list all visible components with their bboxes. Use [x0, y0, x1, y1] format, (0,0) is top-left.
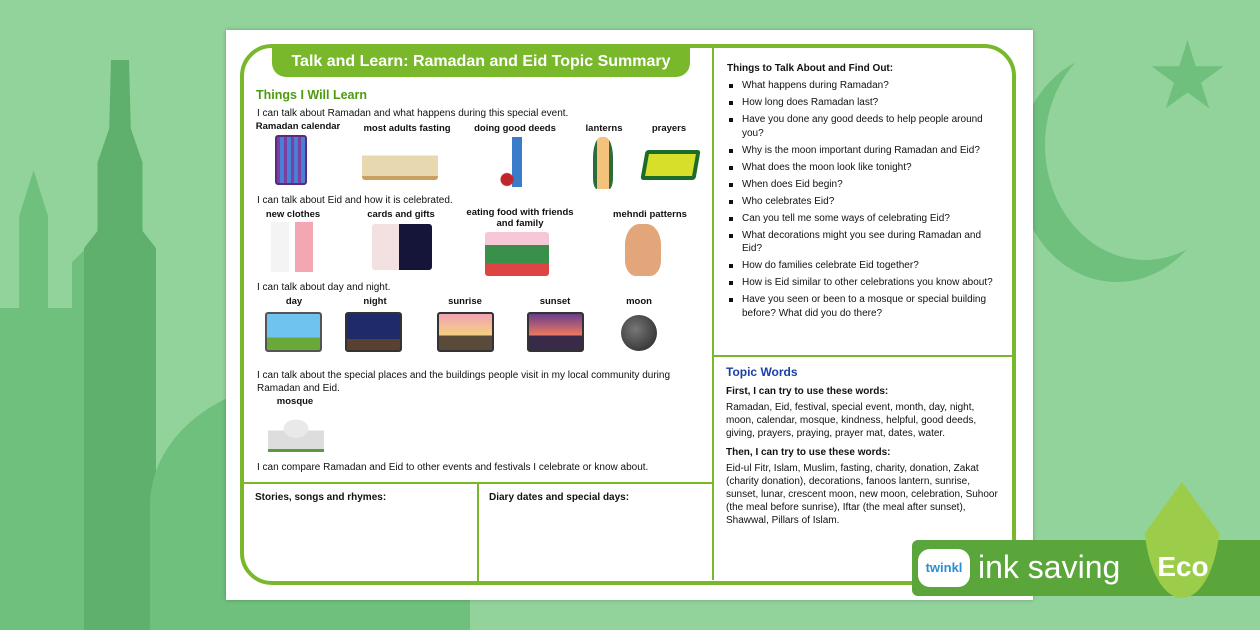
night-image — [345, 312, 402, 352]
label-new-clothes: new clothes — [265, 209, 321, 220]
label-night: night — [363, 296, 387, 307]
list-item: Who celebrates Eid? — [727, 195, 1002, 209]
label-ramadan-calendar: Ramadan calendar — [255, 121, 341, 132]
mosque-image — [268, 412, 324, 452]
then-words: Eid-ul Fitr, Islam, Muslim, fasting, charity, donation, Zakat (charity donation), decorations, fanoos lantern, sunrise, sunset, lunar, crescent moon, new moon, celebration, Suhoor (the meal before sunrise), Iftar (the meal after sunset), Shawwal, Pillars of Islam. — [726, 463, 998, 526]
label-fasting: most adults fasting — [363, 123, 451, 134]
sunrise-image — [437, 312, 494, 352]
ink-saving-badge — [912, 540, 1260, 596]
crescent-icon — [1045, 30, 1245, 260]
good-deeds-image — [492, 137, 542, 187]
list-item: Can you tell me some ways of celebrating Eid? — [727, 212, 1002, 226]
lantern-image — [593, 137, 613, 189]
learn-statement-3: I can talk about day and night. — [257, 282, 391, 293]
sunset-image — [527, 312, 584, 352]
diary-label: Diary dates and special days: — [489, 492, 630, 503]
list-item: When does Eid begin? — [727, 178, 1002, 192]
moon-image — [621, 315, 657, 351]
list-item: Why is the moon important during Ramadan and Eid? — [727, 144, 1002, 158]
talk-heading: Things to Talk About and Find Out: — [727, 63, 894, 74]
list-item: Have you done any good deeds to help people around you? — [727, 113, 1002, 140]
label-eating-food: eating food with friends and family — [466, 207, 574, 229]
twinkl-logo: twinkl — [918, 549, 970, 587]
label-sunset: sunset — [539, 296, 571, 307]
fasting-family-image — [362, 142, 438, 180]
talk-list — [727, 79, 1002, 324]
first-words-label: First, I can try to use these words: — [726, 386, 889, 397]
ink-saving-text: ink saving — [978, 549, 1121, 585]
then-words-label: Then, I can try to use these words: — [726, 447, 891, 458]
list-item: How do families celebrate Eid together? — [727, 259, 1002, 273]
learn-statement-4: I can talk about the special places and the buildings people visit in my local community during Ramadan and Eid. — [257, 370, 671, 394]
list-item: What happens during Ramadan? — [727, 79, 1002, 93]
stories-label: Stories, songs and rhymes: — [255, 492, 387, 503]
learn-statement-1: I can talk about Ramadan and what happens during this special event. — [257, 108, 569, 119]
cards-image — [372, 224, 432, 270]
topic-words-heading: Topic Words — [726, 365, 798, 379]
list-item: What does the moon look like tonight? — [727, 161, 1002, 175]
label-good-deeds: doing good deeds — [474, 123, 556, 134]
label-lanterns: lanterns — [585, 123, 623, 134]
day-image — [265, 312, 322, 352]
label-mosque: mosque — [276, 396, 314, 407]
first-words: Ramadan, Eid, festival, special event, month, day, night, moon, calendar, mosque, kindness, helpful, good deeds, giving, prayers, praying, prayer mat, dates, water. — [726, 402, 977, 439]
right-divider — [714, 355, 1012, 357]
bottom-split — [477, 484, 479, 581]
label-moon: moon — [626, 296, 652, 307]
new-clothes-image — [262, 222, 322, 272]
eid-meal-image — [485, 232, 549, 276]
eco-label: Eco — [1157, 551, 1209, 582]
learn-statement-2: I can talk about Eid and how it is celebrated. — [257, 195, 453, 206]
label-sunrise: sunrise — [448, 296, 482, 307]
list-item: How is Eid similar to other celebrations you know about? — [727, 276, 1002, 290]
label-day: day — [285, 296, 303, 307]
page-title: Talk and Learn: Ramadan and Eid Topic Summary — [272, 47, 690, 77]
prayer-mat-image — [640, 150, 700, 180]
learn-statement-5: I can compare Ramadan and Eid to other events and festivals I celebrate or know about. — [257, 462, 649, 473]
list-item: Have you seen or been to a mosque or special building before? What did you do there? — [727, 293, 1002, 320]
list-item: What decorations might you see during Ramadan and Eid? — [727, 229, 1002, 256]
label-cards-gifts: cards and gifts — [367, 209, 435, 220]
list-item: How long does Ramadan last? — [727, 96, 1002, 110]
mehndi-hand-image — [625, 224, 661, 276]
label-prayers: prayers — [651, 123, 687, 134]
calendar-image — [275, 135, 307, 185]
label-mehndi: mehndi patterns — [613, 209, 687, 220]
learn-heading: Things I Will Learn — [256, 88, 368, 102]
